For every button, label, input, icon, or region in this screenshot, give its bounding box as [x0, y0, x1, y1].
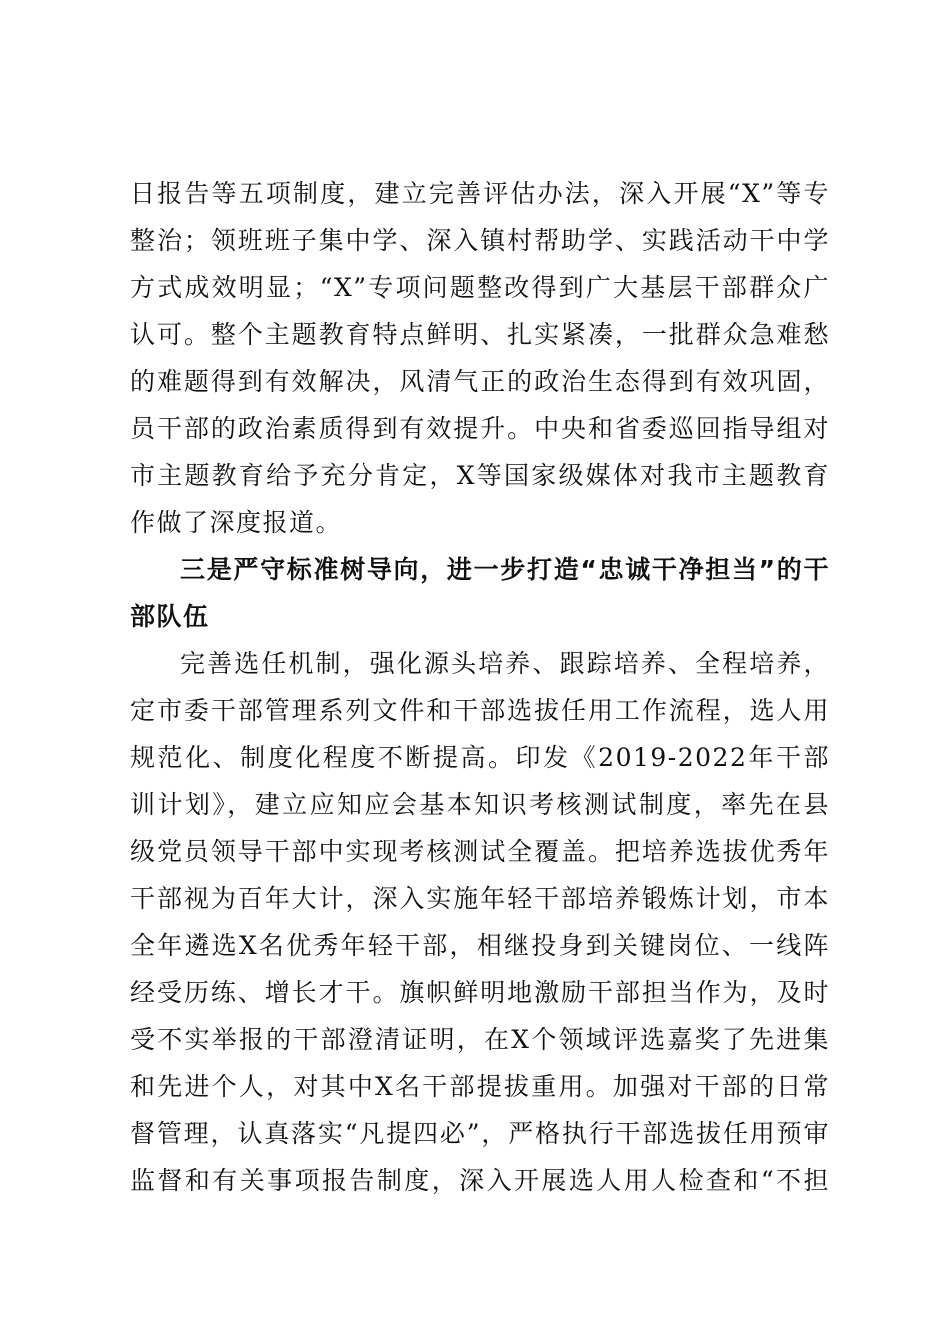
- paragraph-line: 员干部的政治素质得到有效提升。中央和省委巡回指导组对: [130, 414, 830, 443]
- paragraph-line: 作做了深度报道。: [130, 508, 343, 537]
- paragraph-line: 经受历练、增长才干。旗帜鲜明地激励干部担当作为，及时: [130, 978, 830, 1007]
- paragraph-line: 规范化、制度化程度不断提高。印发《2019-2022年干部: [130, 743, 830, 772]
- section-heading: 部队伍: [130, 602, 210, 631]
- paragraph-line: 日报告等五项制度，建立完善评估办法，深入开展“X”等专: [130, 179, 830, 208]
- paragraph-line: 市主题教育给予充分肯定，X等国家级媒体对我市主题教育: [130, 461, 830, 490]
- paragraph-line: 督管理，认真落实“凡提四必”，严格执行干部选拔任用预审: [130, 1119, 830, 1148]
- paragraph-line: 全年遴选X名优秀年轻干部，相继投身到关键岗位、一线阵: [130, 931, 830, 960]
- paragraph-line: 训计划》，建立应知应会基本知识考核测试制度，率先在县: [130, 790, 830, 819]
- paragraph-line: 监督和有关事项报告制度，深入开展选人用人检查和“不担: [130, 1166, 830, 1195]
- paragraph-line: 级党员领导干部中实现考核测试全覆盖。把培养选拔优秀年: [130, 837, 830, 866]
- paragraph-line: 完善选任机制，强化源头培养、跟踪培养、全程培养，: [180, 649, 830, 678]
- paragraph-line: 干部视为百年大计，深入实施年轻干部培养锻炼计划，市本: [130, 884, 830, 913]
- paragraph-line: 整治；领班班子集中学、深入镇村帮助学、实践活动干中学: [130, 226, 830, 255]
- section-heading: 三是严守标准树导向，进一步打造“忠诚干净担当”的干: [180, 555, 830, 584]
- paragraph-line: 方式成效明显；“X”专项问题整改得到广大基层干部群众广: [130, 273, 830, 302]
- paragraph-line: 受不实举报的干部澄清证明，在X个领域评选嘉奖了先进集: [130, 1025, 830, 1054]
- paragraph-line: 认可。整个主题教育特点鲜明、扎实紧凑，一批群众急难愁: [130, 320, 830, 349]
- paragraph-line: 定市委干部管理系列文件和干部选拔任用工作流程，选人用: [130, 696, 830, 725]
- paragraph-line: 的难题得到有效解决，风清气正的政治生态得到有效巩固，: [130, 367, 830, 396]
- paragraph-line: 和先进个人，对其中X名干部提拔重用。加强对干部的日常: [130, 1072, 830, 1101]
